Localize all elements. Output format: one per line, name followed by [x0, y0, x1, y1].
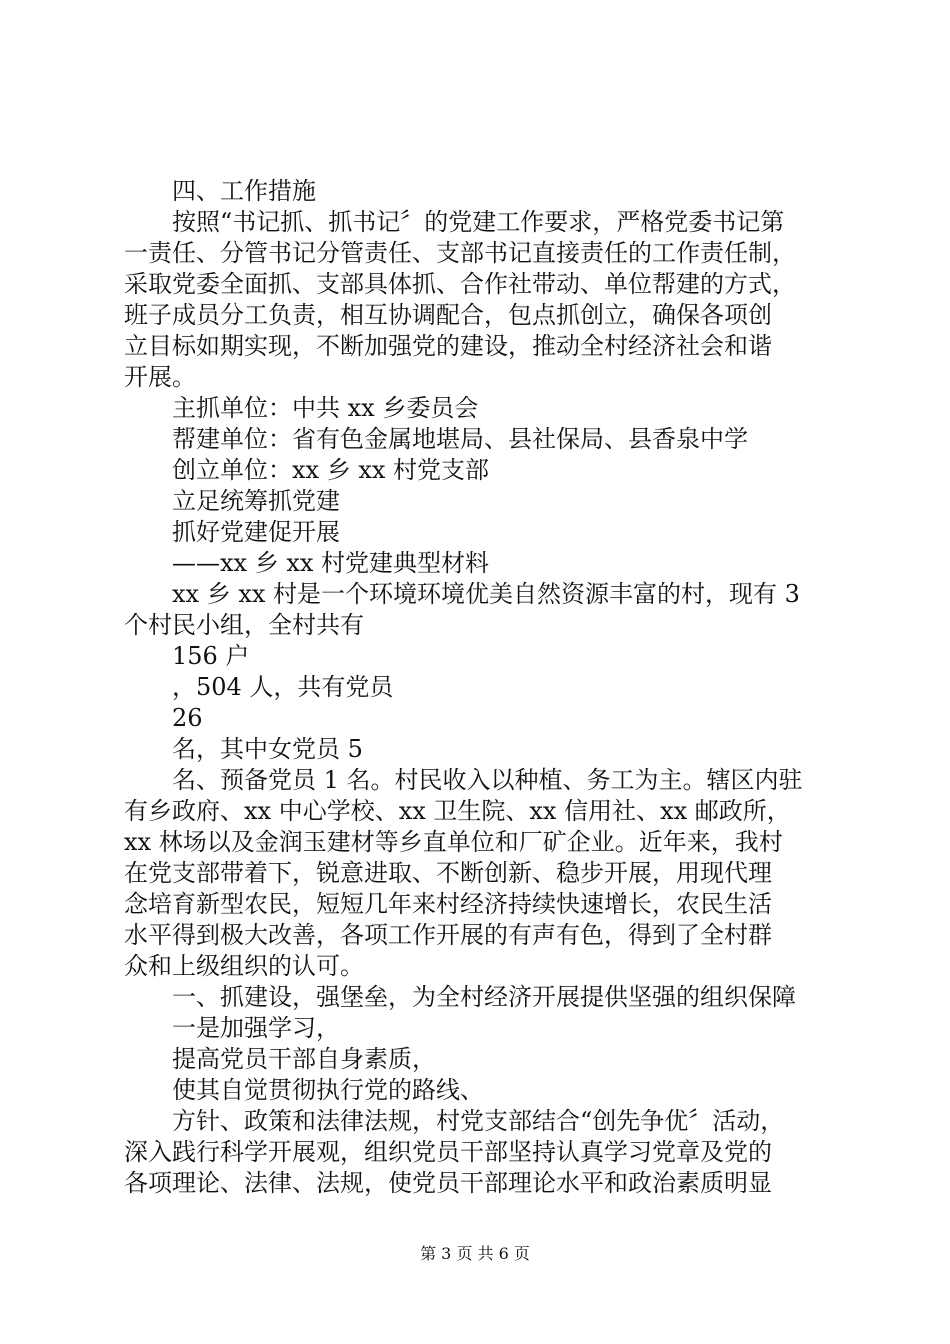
- text-line: 主抓单位：中共 xx 乡委员会: [124, 394, 479, 422]
- text-line: 有乡政府、xx 中心学校、xx 卫生院、xx 信用社、xx 邮政所，: [124, 797, 791, 825]
- text-line: 方针、政策和法律法规，村党支部结合“创先争优〞活动，: [124, 1107, 785, 1135]
- text-line: 一责任、分管书记分管责任、支部书记直接责任的工作责任制，: [124, 239, 796, 267]
- text-line: 开展。: [124, 363, 196, 391]
- text-line: 一是加强学习，: [124, 1014, 340, 1042]
- text-line: xx 乡 xx 村是一个环境环境优美自然资源丰富的村，现有 3: [124, 580, 800, 608]
- text-line: 帮建单位：省有色金属地堪局、县社保局、县香泉中学: [124, 425, 748, 453]
- text-line: 在党支部带着下，锐意进取、不断创新、稳步开展，用现代理: [124, 859, 772, 887]
- text-line: xx 林场以及金润玉建材等乡直单位和厂矿企业。近年来，我村: [124, 828, 783, 856]
- text-line: 四、工作措施: [124, 177, 316, 205]
- text-line: 使其自觉贯彻执行党的路线、: [124, 1076, 484, 1104]
- text-line: 念培育新型农民，短短几年来村经济持续快速增长，农民生活: [124, 890, 772, 918]
- text-line: 众和上级组织的认可。: [124, 952, 364, 980]
- text-line: 采取党委全面抓、支部具体抓、合作社带动、单位帮建的方式，: [124, 270, 796, 298]
- text-line: 立目标如期实现，不断加强党的建设，推动全村经济社会和谐: [124, 332, 772, 360]
- text-line: 创立单位：xx 乡 xx 村党支部: [124, 456, 490, 484]
- text-line: 提高党员干部自身素质，: [124, 1045, 436, 1073]
- text-line: ——xx 乡 xx 村党建典型材料: [124, 549, 490, 577]
- text-line: 班子成员分工负责，相互协调配合，包点抓创立，确保各项创: [124, 301, 772, 329]
- text-line: 水平得到极大改善，各项工作开展的有声有色，得到了全村群: [124, 921, 772, 949]
- document-body: [124, 176, 840, 1199]
- text-line: 156 户: [124, 642, 250, 670]
- text-line: 抓好党建促开展: [124, 518, 340, 546]
- text-line: 26: [124, 704, 203, 732]
- text-line: 按照“书记抓、抓书记〞的党建工作要求，严格党委书记第: [124, 208, 785, 236]
- text-line: 一、抓建设，强堡垒，为全村经济开展提供坚强的组织保障: [124, 983, 796, 1011]
- text-line: 深入践行科学开展观，组织党员干部坚持认真学习党章及党的: [124, 1138, 772, 1166]
- text-line: 名、预备党员 1 名。村民收入以种植、务工为主。辖区内驻: [124, 766, 803, 794]
- text-line: 各项理论、法律、法规，使党员干部理论水平和政治素质明显: [124, 1169, 772, 1197]
- text-line: 立足统筹抓党建: [124, 487, 340, 515]
- text-line: 个村民小组，全村共有: [124, 611, 364, 639]
- text-line: ，504 人，共有党员: [124, 673, 394, 701]
- page-footer: 第 3 页 共 6 页: [420, 1244, 530, 1263]
- text-line: 名，其中女党员 5: [124, 735, 363, 763]
